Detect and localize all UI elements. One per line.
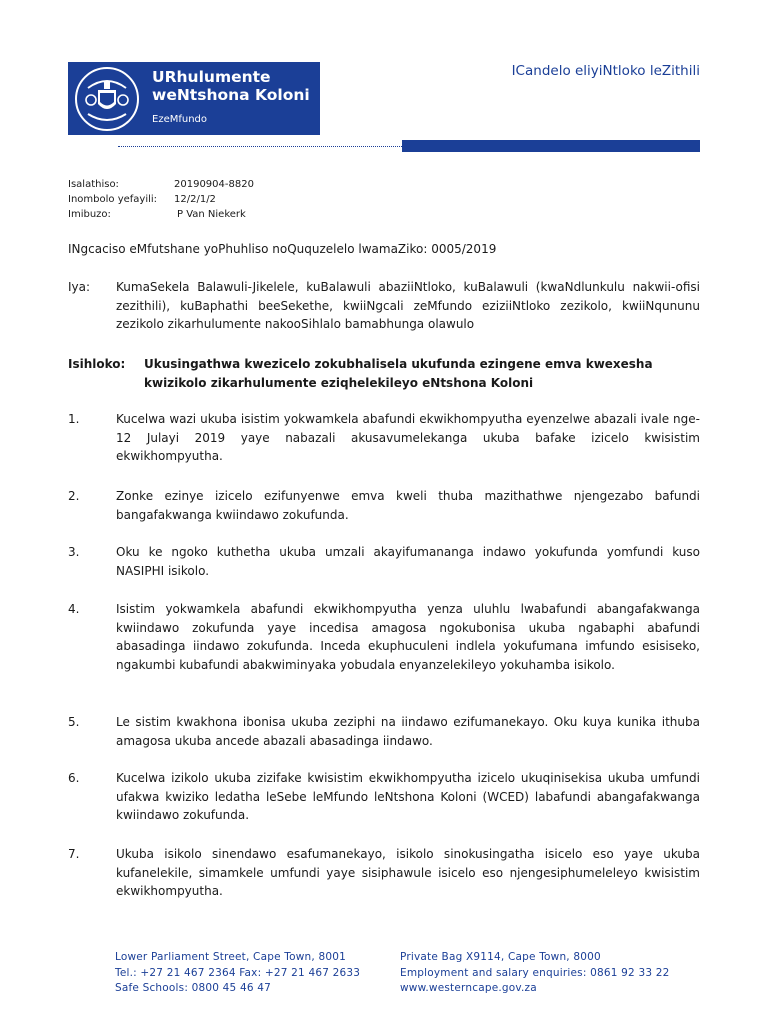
logo-line-1: URhulumente	[152, 68, 271, 86]
item-text: Zonke ezinye izicelo ezifunyenwe emva kweli thuba mazithathwe njengezabo bafundi bangafakwanga kwiindawo zokufunda.	[116, 489, 700, 522]
item-text: Kucelwa wazi ukuba isistim yokwamkela abafundi ekwikhompyutha eyenzelwe abazali ivale nge-12 Julayi 2019 yaye nabazali akusavumelekanga ukuba bafake izicelo kwisistim ekwikhompyutha.	[116, 412, 700, 463]
item-number: 1.	[68, 412, 80, 426]
item-text: Kucelwa izikolo ukuba zizifake kwisistim ekwikhompyutha izicelo ukuqinisekisa ukuba umfundi ufakwa kwiziko ledatha leSebe leMfundo leNtshona Koloni (WCED) labafundi abangafakwanga kwiindawo zokufunda.	[116, 771, 700, 822]
footer-safe-schools: Safe Schools: 0800 45 46 47	[115, 982, 272, 994]
item-number: 5.	[68, 715, 80, 729]
subject-text: Ukusingathwa kwezicelo zokubhalisela ukufunda ezingene emva kwexesha kwizikolo zikarhulumente eziqhelekileyo eNtshona Koloni	[144, 357, 653, 390]
recipients-text: KumaSekela Balawuli-Jikelele, kuBalawuli abaziiNtloko, kuBalawuli (kwaNdlunkulu nakwii-ofisi zezithili), kuBaphathi beeSekethe, kwiiNgcali zeMfundo eziziiNtloko zezikolo, kwiiNqununu zezikolo zikarhulumente nakooSihlalo bamabhunga olawulo	[116, 280, 700, 331]
footer-contact	[400, 950, 670, 997]
department-name: ICandelo eliyiNtloko leZithili	[511, 63, 700, 79]
footer-phone: Tel.: +27 21 467 2364 Fax: +27 21 467 2633	[115, 966, 361, 979]
footer-postal: Private Bag X9114, Cape Town, 8000	[400, 951, 601, 963]
list-item	[68, 845, 700, 901]
header-bar	[402, 140, 700, 152]
enquiries-value: P Van Niekerk	[177, 209, 246, 220]
item-text: Le sistim kwakhona ibonisa ukuba zeziphi na iindawo ezifumanekayo. Oku kuya kunika ithuba amagosa ukuba ancede abazali abasadinga iindawo.	[116, 715, 700, 748]
enquiries-label: Imibuzo:	[68, 209, 111, 220]
footer-enquiries: Employment and salary enquiries: 0861 92 33 22	[400, 966, 670, 979]
footer-website[interactable]: www.westerncape.gov.za	[400, 982, 537, 994]
reference-block	[68, 177, 254, 222]
logo-line-2: weNtshona Koloni	[152, 86, 310, 104]
government-logo	[68, 62, 320, 135]
coat-of-arms-icon	[74, 66, 140, 132]
item-number: 2.	[68, 489, 80, 503]
reference-row	[68, 177, 254, 192]
recipients-label: Iya:	[68, 280, 91, 294]
subject-label: Isihloko:	[68, 357, 126, 371]
item-text: Oku ke ngoko kuthetha ukuba umzali akayifumananga indawo yokufunda yomfundi kuso NASIPHI isikolo.	[116, 545, 700, 578]
list-item	[68, 487, 700, 524]
list-item	[68, 600, 700, 674]
list-item	[68, 543, 700, 580]
item-text: Ukuba isikolo sinendawo esafumanekayo, isikolo sinokusingatha isicelo eso yaye ukuba kufanelekile, simamkele umfundi yaye sisiphawule isicelo eso njengesiphumeleleyo kwisistim ekwikhompyutha.	[116, 847, 700, 898]
recipients-block	[68, 278, 700, 334]
item-text: Isistim yokwamkela abafundi ekwikhompyutha yenza uluhlu lwabafundi abangafakwanga kwiindawo zokufunda yaye incedisa amagosa ngokubonisa ukuba ngabaphi abafundi abasadinga iindawo zokufunda. Inceda ekuphuculeni indlela yokufumana imfundo esisiseko, ngakumbi kubafundi abakwiminyaka yobudala enyanzelekileyo yokuhamba isikolo.	[116, 602, 700, 672]
item-number: 6.	[68, 771, 80, 785]
item-number: 3.	[68, 545, 80, 559]
footer-street: Lower Parliament Street, Cape Town, 8001	[115, 951, 346, 963]
logo-subtitle: EzeMfundo	[152, 114, 208, 125]
enquiries-row	[68, 207, 254, 222]
reference-label: Isalathiso:	[68, 179, 119, 190]
reference-value: 20190904-8820	[174, 179, 254, 190]
logo-title	[152, 68, 310, 104]
file-number-value: 12/2/1/2	[174, 194, 216, 205]
item-number: 4.	[68, 602, 80, 616]
footer-address	[115, 950, 360, 997]
file-number-row	[68, 192, 254, 207]
subject-block	[68, 355, 700, 392]
item-number: 7.	[68, 847, 80, 861]
file-number-label: Inombolo yefayili:	[68, 194, 158, 205]
list-item	[68, 410, 700, 466]
list-item	[68, 713, 700, 750]
list-item	[68, 769, 700, 825]
notice-title: INgcaciso eMfutshane yoPhuhliso noQuquzelelo lwamaZiko: 0005/2019	[68, 242, 497, 256]
